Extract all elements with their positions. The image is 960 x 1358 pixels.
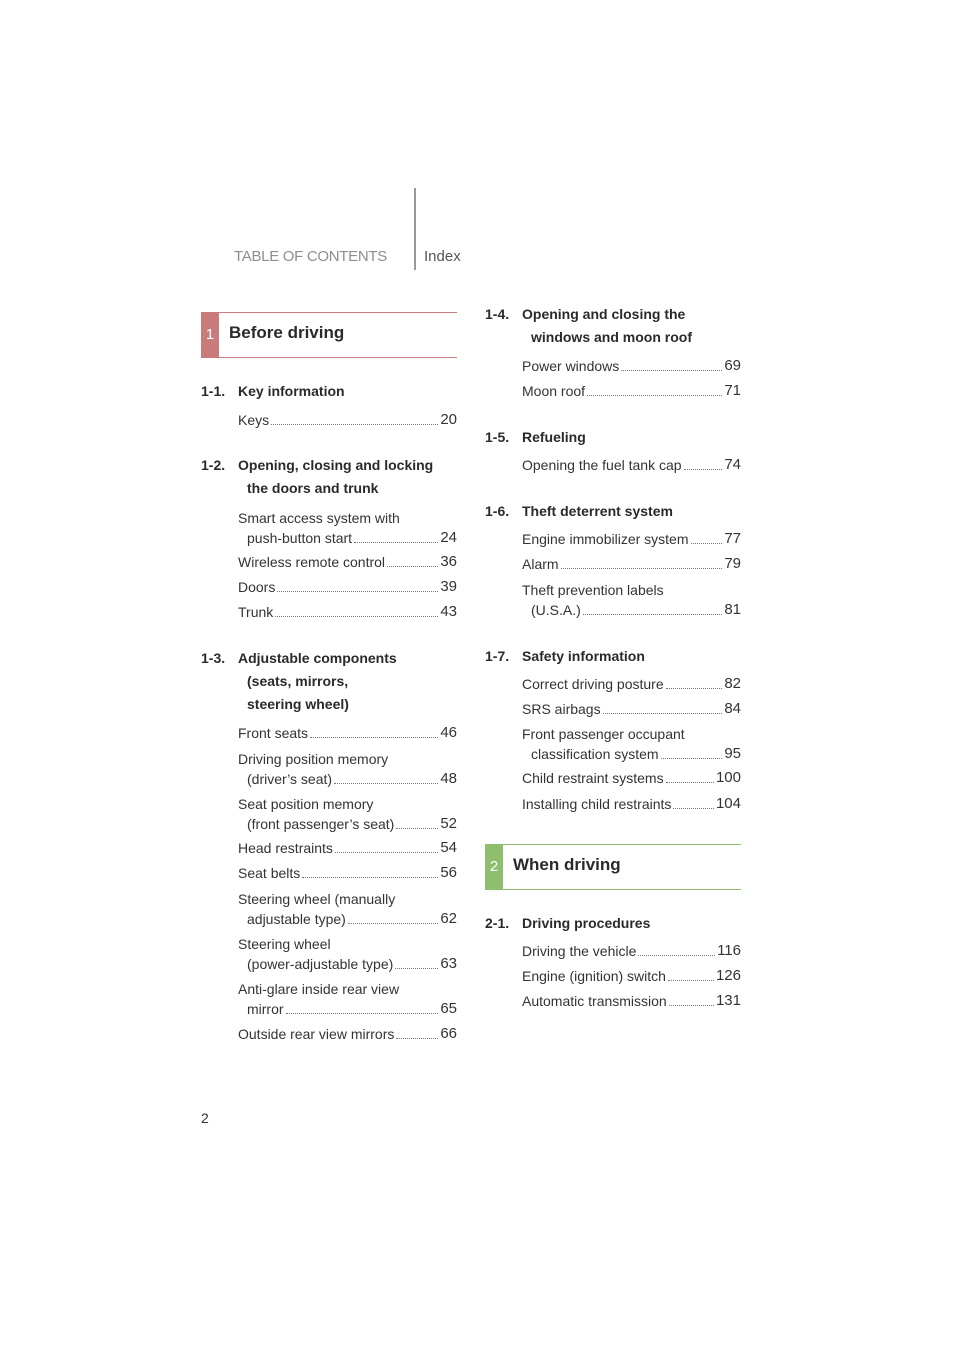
entry-page: 116 xyxy=(717,942,741,959)
entry-label: Engine (ignition) switch xyxy=(522,968,666,984)
dot-leader xyxy=(587,395,722,396)
dot-leader xyxy=(271,424,438,425)
header-divider xyxy=(414,188,416,270)
dot-leader xyxy=(302,877,438,878)
subsection-number: 1-2. xyxy=(201,457,226,473)
entry-label-cont: classification system xyxy=(531,746,659,762)
subsection-title: Opening, closing and locking xyxy=(238,457,434,473)
entry-label: Steering wheel xyxy=(238,936,331,952)
entry-label: Wireless remote control xyxy=(238,554,386,570)
subsection-title: Opening and closing the xyxy=(522,306,686,322)
subsection-title-cont: (seats, mirrors, xyxy=(247,673,349,689)
page-number: 2 xyxy=(201,1110,209,1126)
entry-label: Seat belts xyxy=(238,865,301,881)
entry-label: Steering wheel (manually xyxy=(238,891,396,907)
entry-page: 131 xyxy=(715,992,741,1009)
entry-page: 24 xyxy=(440,529,457,546)
entry-page: 46 xyxy=(440,724,457,741)
entry-page: 81 xyxy=(724,601,741,618)
entry-label-cont: (U.S.A.) xyxy=(531,602,581,618)
toc-entry-anti-glare-mirror[interactable] xyxy=(238,979,457,1019)
entry-page: 39 xyxy=(440,578,457,595)
dot-leader xyxy=(561,568,723,569)
entry-page: 84 xyxy=(724,700,741,717)
toc-entry-steering-wheel-power[interactable] xyxy=(238,934,457,974)
subsection-title-cont: windows and moon roof xyxy=(531,329,692,345)
toc-entry-keys[interactable] xyxy=(238,410,457,430)
entry-page: 79 xyxy=(724,555,741,572)
toc-entry-theft-prevention-labels[interactable] xyxy=(522,580,741,620)
entry-label: Moon roof xyxy=(522,383,586,399)
entry-page: 54 xyxy=(440,839,457,856)
entry-page: 63 xyxy=(440,955,457,972)
entry-page: 126 xyxy=(715,967,741,984)
subsection-title: Theft deterrent system xyxy=(522,503,673,519)
entry-label: Anti-glare inside rear view xyxy=(238,981,400,997)
dot-leader xyxy=(310,737,438,738)
entry-page: 74 xyxy=(724,456,741,473)
entry-label: Keys xyxy=(238,412,270,428)
entry-label-cont: (front passenger’s seat) xyxy=(247,816,395,832)
entry-page: 56 xyxy=(440,864,457,881)
toc-entry-power-windows[interactable] xyxy=(522,356,741,376)
toc-entry-srs-airbags[interactable] xyxy=(522,699,741,719)
subsection-title: Adjustable components xyxy=(238,650,397,666)
entry-label: Doors xyxy=(238,579,276,595)
entry-label: Outside rear view mirrors xyxy=(238,1026,395,1042)
subsection-number: 1-5. xyxy=(485,429,510,445)
entry-label: Trunk xyxy=(238,604,274,620)
dot-leader xyxy=(334,783,438,784)
entry-label: Correct driving posture xyxy=(522,676,664,692)
toc-entry-front-seats[interactable] xyxy=(238,723,457,743)
dot-leader xyxy=(335,852,438,853)
entry-label: Engine immobilizer system xyxy=(522,531,689,547)
dot-leader xyxy=(684,469,723,470)
entry-label: Child restraint systems xyxy=(522,770,664,786)
entry-page: 82 xyxy=(724,675,741,692)
subsection-number: 2-1. xyxy=(485,915,510,931)
toc-entry-outside-mirrors[interactable] xyxy=(238,1024,457,1044)
entry-label: Front seats xyxy=(238,725,309,741)
toc-entry-smart-access[interactable] xyxy=(238,508,457,548)
subsection-number: 1-3. xyxy=(201,650,226,666)
entry-page: 65 xyxy=(440,1000,457,1017)
entry-label: Alarm xyxy=(522,556,559,572)
entry-label: SRS airbags xyxy=(522,701,601,717)
entry-label: Power windows xyxy=(522,358,620,374)
dot-leader xyxy=(603,713,723,714)
toc-entry-fuel-tank-cap[interactable] xyxy=(522,455,741,475)
entry-label: Theft prevention labels xyxy=(522,582,664,598)
entry-page: 71 xyxy=(724,382,741,399)
entry-label: Automatic transmission xyxy=(522,993,667,1009)
dot-leader xyxy=(396,1038,438,1039)
subsection-number: 1-7. xyxy=(485,648,510,664)
dot-leader xyxy=(673,808,714,809)
dot-leader xyxy=(661,758,723,759)
toc-entry-ignition-switch[interactable] xyxy=(522,966,741,986)
dot-leader xyxy=(387,566,438,567)
toc-entry-child-restraint-systems[interactable] xyxy=(522,768,741,788)
toc-entry-seat-position-memory[interactable] xyxy=(238,794,457,834)
entry-page: 95 xyxy=(724,745,741,762)
section-number: 2 xyxy=(485,845,503,889)
toc-entry-doors[interactable] xyxy=(238,577,457,597)
dot-leader xyxy=(348,923,438,924)
subsection-title: Refueling xyxy=(522,429,586,445)
section-title: When driving xyxy=(513,855,621,874)
dot-leader xyxy=(275,616,438,617)
entry-page: 69 xyxy=(724,357,741,374)
subsection-number: 1-4. xyxy=(485,306,510,322)
entry-page: 77 xyxy=(724,530,741,547)
toc-entry-occupant-classification[interactable] xyxy=(522,724,741,764)
entry-label: Front passenger occupant xyxy=(522,726,685,742)
entry-page: 62 xyxy=(440,910,457,927)
toc-entry-installing-child-restraints[interactable] xyxy=(522,794,741,814)
entry-page: 66 xyxy=(440,1025,457,1042)
entry-page: 100 xyxy=(715,769,741,786)
dot-leader xyxy=(638,955,715,956)
dot-leader xyxy=(691,543,723,544)
section-header-2[interactable] xyxy=(485,844,741,890)
dot-leader xyxy=(395,968,438,969)
toc-entry-engine-immobilizer[interactable] xyxy=(522,529,741,549)
entry-label: Installing child restraints xyxy=(522,796,672,812)
entry-label: Seat position memory xyxy=(238,796,374,812)
toc-entry-head-restraints[interactable] xyxy=(238,838,457,858)
toc-entry-trunk[interactable] xyxy=(238,602,457,622)
entry-label-cont: push-button start xyxy=(247,530,353,546)
entry-label-cont: (power-adjustable type) xyxy=(247,956,394,972)
subsection-title-cont: the doors and trunk xyxy=(247,480,379,496)
dot-leader xyxy=(277,591,438,592)
dot-leader xyxy=(669,1005,714,1006)
toc-entry-driving-position-memory[interactable] xyxy=(238,749,457,789)
dot-leader xyxy=(666,688,723,689)
entry-label: Driving the vehicle xyxy=(522,943,637,959)
entry-page: 48 xyxy=(440,770,457,787)
entry-label: Smart access system with xyxy=(238,510,400,526)
subsection-title-cont: steering wheel) xyxy=(247,696,349,712)
entry-page: 43 xyxy=(440,603,457,620)
section-title: Before driving xyxy=(229,323,345,342)
section-header-1[interactable] xyxy=(201,312,457,358)
entry-label: Head restraints xyxy=(238,840,333,856)
index-link[interactable]: Index xyxy=(424,248,461,265)
dot-leader xyxy=(666,782,714,783)
dot-leader xyxy=(668,980,714,981)
subsection-number: 1-6. xyxy=(485,503,510,519)
subsection-title: Key information xyxy=(238,383,345,399)
entry-label: Driving position memory xyxy=(238,751,389,767)
subsection-title: Safety information xyxy=(522,648,645,664)
subsection-title: Driving procedures xyxy=(522,915,651,931)
toc-entry-moon-roof[interactable] xyxy=(522,381,741,401)
entry-label: Opening the fuel tank cap xyxy=(522,457,682,473)
entry-label-cont: mirror xyxy=(247,1001,284,1017)
entry-label-cont: adjustable type) xyxy=(247,911,346,927)
section-number: 1 xyxy=(201,313,219,357)
entry-label-cont: (driver’s seat) xyxy=(247,771,333,787)
toc-entry-driving-posture[interactable] xyxy=(522,674,741,694)
dot-leader xyxy=(354,542,438,543)
entry-page: 104 xyxy=(715,795,741,812)
toc-entry-driving-the-vehicle[interactable] xyxy=(522,941,741,961)
toc-entry-wireless-remote[interactable] xyxy=(238,552,457,572)
subsection-number: 1-1. xyxy=(201,383,226,399)
table-of-contents-link[interactable]: TABLE OF CONTENTS xyxy=(234,248,387,265)
toc-entry-steering-wheel-manual[interactable] xyxy=(238,889,457,929)
entry-page: 52 xyxy=(440,815,457,832)
toc-entry-alarm[interactable] xyxy=(522,554,741,574)
dot-leader xyxy=(621,370,722,371)
toc-entry-seat-belts[interactable] xyxy=(238,863,457,883)
toc-entry-automatic-transmission[interactable] xyxy=(522,991,741,1011)
dot-leader xyxy=(396,828,438,829)
dot-leader xyxy=(583,614,723,615)
entry-page: 36 xyxy=(440,553,457,570)
entry-page: 20 xyxy=(440,411,457,428)
dot-leader xyxy=(286,1013,439,1014)
